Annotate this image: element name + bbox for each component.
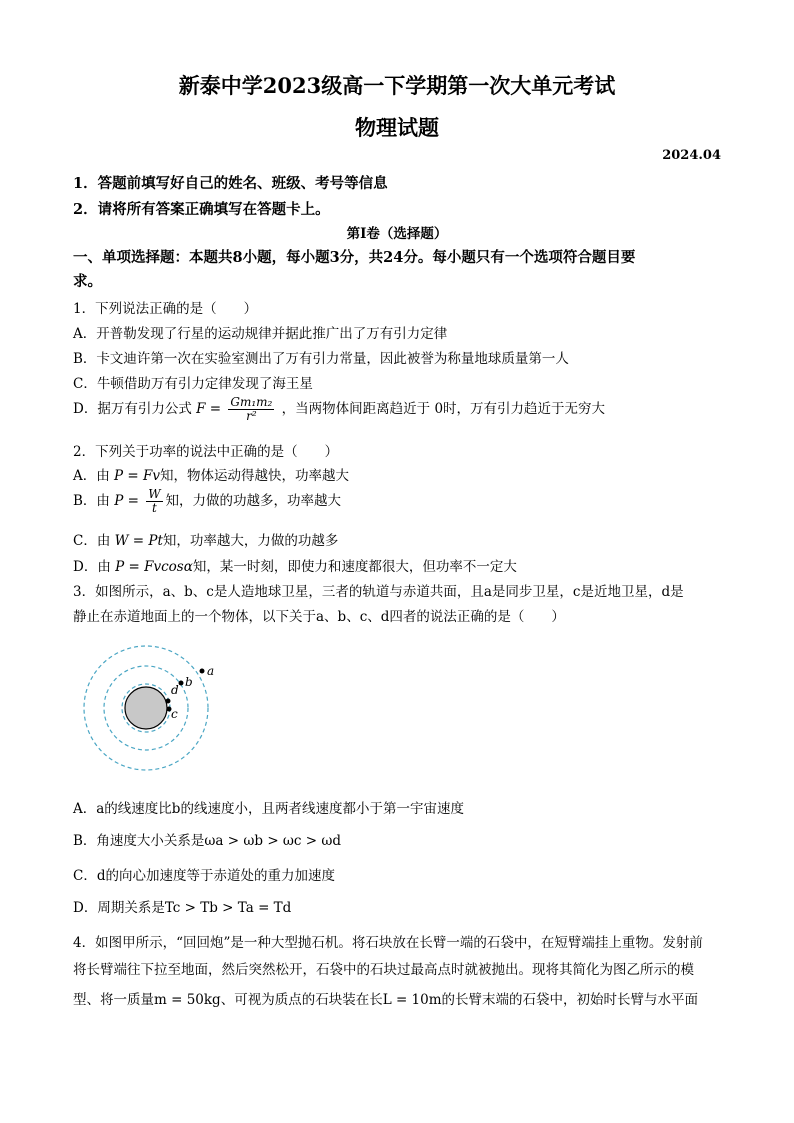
q2-b-formula-lhs: P = <box>114 493 139 510</box>
q1-d-fraction <box>228 396 274 423</box>
object-d-dot <box>166 699 171 704</box>
q3-option-a: A．a的线速度比b的线速度小，且两者线速度都小于第一宇宙速度 <box>73 801 464 817</box>
q2-b-numerator: W <box>148 487 161 501</box>
q2-b-suffix: 知，力做的功越多，功率越大 <box>165 493 342 510</box>
satellite-b-dot <box>179 681 184 686</box>
earth-circle <box>125 687 167 729</box>
q2-option-a <box>73 464 349 484</box>
q2-a-formula: P = Fv <box>114 468 161 484</box>
q1-option-c: C．牛顿借助万有引力定律发现了海王星 <box>73 376 313 392</box>
section-instruction-2: 求。 <box>73 273 102 290</box>
q4-line1: 4．如图甲所示，“回回炮”是一种大型抛石机。将石块放在长臂一端的石袋中，在短臂端挂上重物。发射前 <box>73 935 703 951</box>
q2-d-suffix: 知，某一时刻，即使力和速度都很大，但功率不一定大 <box>192 559 517 575</box>
q3-option-b: B．角速度大小关系是ωa > ωb > ωc > ωd <box>73 833 342 849</box>
orbit-diagram <box>80 640 240 785</box>
q3-stem-line1: 3．如图所示，a、b、c是人造地球卫星，三者的轨道与赤道共面，且a是同步卫星，c是近地卫星，d是 <box>73 584 684 600</box>
q1-stem: 1．下列说法正确的是（ ） <box>73 301 258 317</box>
q2-b-denominator: t <box>151 501 157 516</box>
q2-option-d <box>73 555 517 575</box>
q1-d-prefix: D．据万有引力公式 <box>73 401 192 418</box>
q3-stem-line2: 静止在赤道地面上的一个物体，以下关于a、b、c、d四者的说法正确的是（ ） <box>73 609 565 625</box>
q2-option-c <box>73 529 338 549</box>
q2-option-b <box>73 488 341 515</box>
q2-b-prefix: B．由 <box>73 493 110 510</box>
q2-a-suffix: 知，物体运动得越快，功率越大 <box>160 468 350 484</box>
q2-b-fraction <box>146 488 162 515</box>
q1-option-b: B．卡文迪许第一次在实验室测出了万有引力常量，因此被誉为称量地球质量第一人 <box>73 351 569 367</box>
label-b: b <box>185 675 193 689</box>
q2-d-prefix: D．由 <box>73 559 111 575</box>
q1-option-a: A．开普勒发现了行星的运动规律并据此推广出了万有引力定律 <box>73 326 448 342</box>
satellite-a-dot <box>200 669 205 674</box>
section-title: 第I卷（选择题） <box>346 226 448 242</box>
q2-c-formula: W = Pt <box>114 533 163 549</box>
exam-title: 新泰中学2023级高一下学期第一次大单元考试 <box>178 73 616 98</box>
q2-stem: 2．下列关于功率的说法中正确的是（ ） <box>73 444 339 460</box>
section-instruction-1: 一、单项选择题：本题共8小题，每小题3分，共24分。每小题只有一个选项符合题目要 <box>73 249 636 266</box>
subject-title: 物理试题 <box>355 115 439 140</box>
label-a: a <box>207 664 215 678</box>
q3-option-c: C．d的向心加速度等于赤道处的重力加速度 <box>73 868 335 884</box>
q1-option-d <box>73 396 605 423</box>
label-c: c <box>171 707 178 721</box>
note-2: 2．请将所有答案正确填写在答题卡上。 <box>73 201 330 218</box>
exam-date: 2024.04 <box>662 148 721 163</box>
q4-line3: 型、将一质量m = 50kg、可视为质点的石块装在长L = 10m的长臂末端的石袋中，初始时长臂与水平面 <box>73 992 699 1008</box>
q1-d-numerator: Gm₁m₂ <box>230 395 273 409</box>
q2-c-suffix: 知，功率越大，力做的功越多 <box>162 533 339 549</box>
q2-a-prefix: A．由 <box>73 468 110 484</box>
q2-d-formula: P = Fvcosα <box>115 559 193 575</box>
q1-d-formula-lhs: F = <box>196 401 222 418</box>
q2-c-prefix: C．由 <box>73 533 111 549</box>
label-d: d <box>171 683 179 697</box>
q3-option-d: D．周期关系是Tc > Tb > Ta = Td <box>73 900 292 916</box>
q1-d-denominator: r² <box>246 409 257 424</box>
q1-d-suffix: ，当两物体间距离趋近于 0时，万有引力趋近于无穷大 <box>281 401 606 418</box>
q4-line2: 将长臂端往下拉至地面，然后突然松开，石袋中的石块过最高点时就被抛出。现将其简化为图乙所示的模 <box>73 962 694 978</box>
note-1: 1．答题前填写好自己的姓名、班级、考号等信息 <box>73 175 388 192</box>
